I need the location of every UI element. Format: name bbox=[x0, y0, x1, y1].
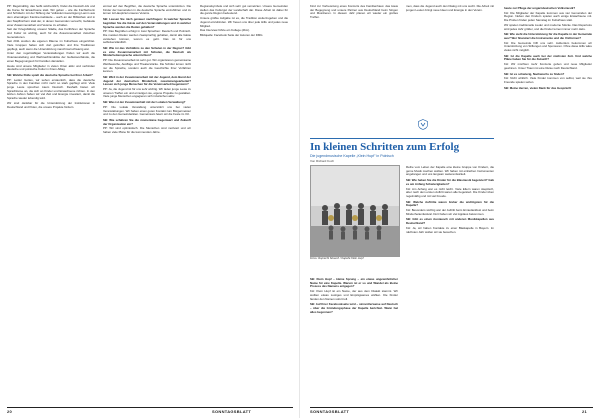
article-subtitle: Die jugendmusische Kapelle „Klein Hupf" in Polnisch bbox=[310, 154, 394, 158]
paragraph: KH: Die Mitglieder der Kapelle kommen aus vier Gemeinden der Region. Neben den Kindern spielen auch einige Erwachsene mit. Die Proben finden jeden Samstag im Kulturhaus statt. bbox=[504, 10, 592, 23]
paragraph: KH: Ja, wir haben Kontakte zu einer Blaskapelle in Bayern. Im nächsten Jahr wollen wir sie besuchen. bbox=[406, 225, 494, 234]
interview-question: SB: Wie schätzen Sie die momentane Gegenwart und Zukunft der Organisation ein? bbox=[103, 117, 191, 126]
banner-rule bbox=[310, 138, 494, 139]
paragraph: Seit 2011 wurden die eigenen Räume im Kulturhaus eingerichtet. Viele Gruppen haben sich dort getroffen und ihre Traditionen gepflegt, auch wenn die Unterstützung manchmal schwierig war. bbox=[7, 39, 95, 51]
interview-question: heute zur Pflege der ungarndeutschen Volksmusik? bbox=[504, 6, 576, 10]
interview-question: SB: Lassen Sie mich genauer nachfragen: In welcher Sprache begrüßen Sie die Gäste auf den Veranstaltungen und in welcher Sprache werden die Reden gehalten? bbox=[103, 17, 191, 29]
paragraph: KH: Besonders wichtig war der Auftritt beim Erntedankfest und beim Minderheitenfestival. Dort haben wir viel Applaus bekommen. bbox=[406, 208, 494, 216]
right-column-3 bbox=[504, 5, 592, 407]
interview-question: SB: Wie haben Sie die Kinder für die Blasmusik begeistert? Gab es am Anfang Schwierigkeiten? bbox=[406, 178, 494, 186]
article-author: Von Richard Kuch bbox=[310, 159, 335, 164]
article-title: In kleinen Schritten zum Erfolg bbox=[310, 141, 460, 153]
right-footer-rule bbox=[310, 407, 593, 408]
interview-question: SB: Ist die Kapelle auch bei der nächsten Zeit. Und welche Pläne haben Sie für die Zukunft? bbox=[504, 53, 592, 62]
interview-question: SB: Wird in der Zusammenarbeit mit der Jugend, dem Bund der Jugend der deutschen Minderheit, zusammengearbeitet? Lassen sich junge Menschen für die Vereinsarbeit begeistern? bbox=[103, 74, 191, 87]
right-publication-name: SONNTAGSBLATT bbox=[310, 409, 350, 414]
organization-logo-icon bbox=[418, 117, 428, 128]
photo-caption: Fotos: Ruprecht Strauch / Kapelle Klein Hupf bbox=[310, 257, 364, 260]
paragraph: Seit der Kriegsbildung unserer Städte, das Fortführen der Sprache und Kultur ist wichtig, auch für die Zusammenarbeit zwischen Generationen. bbox=[7, 27, 95, 39]
right-page bbox=[300, 0, 600, 418]
paragraph: Unsere größte Aufgabe ist es, die Tradition weiterzugeben und die Jugend einzubinden. Wir freuen uns über jede Hilfe und jedes neue Mitglied. bbox=[200, 16, 288, 28]
paragraph: Wir spielen traditionelle Lieder und moderne Stücke. Das Repertoire wird jedes Jahr größer, und die Kinder lernen immer mehr dazu. bbox=[504, 22, 592, 31]
paragraph: PP: Die Lokale Verwaltung unterstützt uns bei vielen Veranstaltungen. Wir haben einen guten Kontakt zum Bürgermeister und zu den Gemeinderäten. Gemeinsam feiern wir die Feste im Ort. bbox=[103, 104, 191, 117]
left-column-2 bbox=[103, 5, 191, 407]
interview-question: SB: Was ist der Zusammenhalt mit der Lokalen Verwaltung? bbox=[103, 100, 186, 105]
paragraph: Bildquelle: Facebook Seite der Autoren der DMG bbox=[200, 32, 263, 37]
paragraph: Unter den regelmäßigen Veranstaltungen finden wir auch die Osterausstellung und Weihnachtsmärkte der Gebietsverbände, die einen Begegnungsort für Familien darstellen. bbox=[7, 51, 95, 63]
paragraph: men, dass die Jugend auch den Dialog mit uns sucht. Die Arbeit mit jungen Leuten bringt neue Ideen und Energie in den Verein. bbox=[406, 5, 494, 12]
paragraph: Kind zur Vorbereitung eines Konzerts des Familienhaus: das Haus der Begegnung und unsere Partner aus Deutschland beim Singen und Musizieren. In diesem Jahr planen wir wieder ein großes Treffen. bbox=[310, 5, 398, 20]
interview-question: SB: Meine Herren, vielen Dank für das Gespräch! bbox=[504, 85, 572, 90]
article-photo bbox=[310, 165, 400, 257]
paragraph: KH: Wir möchten mehr Konzerte geben und neue Mitglieder gewinnen. Unser Traum ist eine Reise nach Deutschland. bbox=[504, 62, 592, 70]
interview-question: SB: Wie sieht die Unterstützung für die Kapelle in der Gemeinde aus? Wer finanziert die Instrumente und die Uniformen? bbox=[504, 32, 592, 40]
paragraph: Regionalsymbole und sich sehr gut vernetzten. Unsere Gemeinden stellen das Kulturgut der Landschaft dar. Diese Arbeit ist dabei für die ganze Region bedeutend. bbox=[200, 5, 288, 16]
left-publication-name: SONNTAGSBLATT bbox=[212, 409, 252, 414]
article-banner bbox=[310, 138, 494, 163]
right-column-2-bottom bbox=[406, 166, 494, 406]
right-page-number: 21 bbox=[582, 409, 588, 414]
paragraph: PP: Regelmäßig, das heißt wöchentlich, findet die Deutsch-AG und die Kurse für Erwachsene statt. Wir geben – wie die Fachlehrerin und Schülerin mit der Stiftung der Volkssturmvereinigung Lamm aus dem ehemaligen Kantine-Gebäude – auch an der Bibliothek und in den Stapfbüchern statt der, in denen Gemeinden versucht, Gebäude einer Zusammenarbeit und Vereine zu erhalten. bbox=[7, 5, 95, 27]
interview-question: SB: Welche Auftritte waren bisher die wichtigsten für die Kapelle? bbox=[406, 199, 494, 208]
paragraph: PP: Das Begrüßen erfolgt in zwei Sprachen: Deutsch und Polnisch. Die meisten Reden werden zweisprachig gehalten, damit alle Gäste verstehen können, worum es geht. Das ist für uns selbstverständlich. bbox=[103, 29, 191, 45]
left-column-1 bbox=[7, 5, 95, 407]
paragraph: Das Interview führte ein Kollege (dbm). bbox=[200, 28, 250, 33]
left-column-3 bbox=[200, 5, 288, 407]
left-page-number: 20 bbox=[7, 409, 13, 414]
paragraph: KH: Nicht wirklich. Viele Kinder kommen von selbst, weil sie ihre Freunde spielen sehen. bbox=[504, 76, 592, 84]
interview-question: SB: Klein Hupf – kleine Sprung – ein etwas ungewöhnlicher Name für eine Kapelle. Warum ist er so und Wandel als kleine Prozess des Namens entgegen? bbox=[310, 277, 398, 289]
band-photo-image bbox=[311, 166, 399, 256]
paragraph: KH: Am Anfang war es nicht leicht. Viele Eltern waren skeptisch, aber nach dem ersten Auftritt waren alle begeistert. Die Kinder üben regelmäßig und mit viel Freude. bbox=[406, 186, 494, 198]
paragraph: PP: Leider Gottes, wir sehen erstaunlich, dass die deutsche Sprache in den Familien nicht mehr so stark gepflegt wird. Viele junge Leute sprechen kaum Deutsch. Deshalb bieten wir Sprachkurse an, die sich an Kinder und Erwachsene richten. In den letzten Jahren haben wir viel Zeit und Energie investiert, damit die Sprache wieder lebendig wird. bbox=[7, 77, 95, 101]
interview-question: SB: Ist es schwierig, Nachwuchs zu finden? bbox=[504, 71, 565, 76]
paragraph: KH: Klein Hupf ist ein Name, der aus dem Dialekt stammt. Wir wollten etwas Lustiges und Einprägsames wählen. Die Kinder fanden den Namen sofort toll. bbox=[310, 289, 398, 301]
paragraph: Heute sind unsere Mitglieder in vielen Orten aktiv und verbinden deutsche und polnische Kultur in ihrem Alltag. bbox=[7, 63, 95, 72]
paragraph: KH: Die Gemeinde hilft uns sehr. Außerdem bekommen wir Unterstützung von Stiftungen und Sponsoren. Ohne diese Hilfe wäre vieles nicht möglich. bbox=[504, 40, 592, 53]
interview-question: SB: Gibt es einen Austausch mit anderen Musikkapellen aus Deutschland? bbox=[406, 217, 494, 226]
right-column-2-top bbox=[406, 5, 494, 135]
right-column-1-bottom bbox=[310, 276, 398, 406]
paragraph: einmal auf den Begriffen, die deutsche Sprache unterstützen. Die Kinder der Gemeinden in die deutsche Sprache einzuführen und zu lernen ist Hauptziel unseres Vereins. bbox=[103, 5, 191, 16]
paragraph: Reihe vom Leben der Kapelle eine kleine Gruppe von Kindern, die gerne Musik machen wollten. Wir haben mit einfachen Instrumenten angefangen und uns langsam weiterentwickelt. bbox=[406, 166, 494, 177]
paragraph: Wir sind dankbar für die Unterstützung der Institutionen in Deutschland und Polen, die unsere Projekte fördern. bbox=[7, 100, 95, 109]
paragraph: PP: Wir sind optimistisch. Die Menschen sind motiviert und wir haben viele Pläne für die kommenden Jahre. bbox=[103, 126, 191, 135]
right-column-1-top bbox=[310, 5, 398, 135]
left-footer-rule bbox=[7, 407, 293, 408]
interview-question: SB: Auf Ihrer Facebookseite wird – sinnvollerweise auf Deutsch – über die Gründungsphase der Kapelle berichtet. Wann hat alles begonnen? bbox=[310, 302, 398, 314]
interview-question: SB: Welche Rolle spielt die deutsche Sprache bei Ihrer Arbeit? bbox=[7, 72, 93, 77]
interview-question: SB: Wie ist das Verhältnis zu den Schulen in der Region? Gibt es eine Zusammenarbeit mit Schulen, die Deutsch als Minderheitensprache unterrichten? bbox=[103, 46, 191, 58]
paragraph: PP: Die Zusammenarbeit ist sehr gut. Wir organisieren gemeinsame Wettbewerbe, Ausflüge und Theaterstücke. Die Schüler lernen nicht nur die Sprache, sondern auch die Geschichte ihrer Vorfahren kennen. bbox=[103, 58, 191, 74]
paragraph: PP: Ja, die Jugend ist für uns sehr wichtig. Wir laden junge Leute zu unseren Treffen ein und ermutigen sie, eigene Projekte zu gestalten. Viele junge Menschen engagieren sich inzwischen aktiv. bbox=[103, 87, 191, 99]
